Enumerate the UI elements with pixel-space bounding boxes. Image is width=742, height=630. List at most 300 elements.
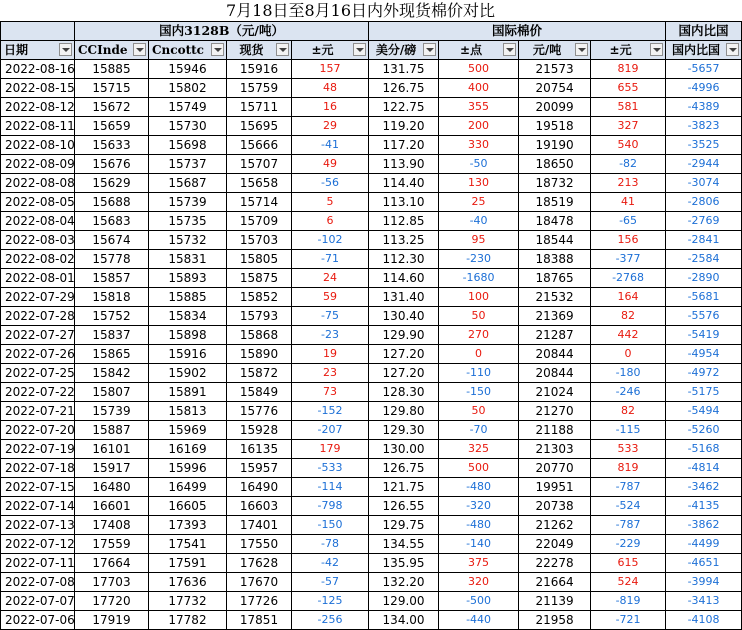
domestic-vs-intl-cell: -2841 <box>666 231 742 250</box>
date-cell: 2022-08-11 <box>1 117 75 136</box>
date-cell: 2022-07-25 <box>1 364 75 383</box>
filter-dropdown-icon[interactable] <box>650 43 663 56</box>
cncotton-cell: 17393 <box>149 516 227 535</box>
cotton-price-table <box>0 21 742 630</box>
domestic-vs-intl-cell: -5576 <box>666 307 742 326</box>
table-row <box>1 98 742 117</box>
date-cell: 2022-07-08 <box>1 573 75 592</box>
spot-cell: 15709 <box>227 212 292 231</box>
domestic-vs-intl-cell: -2584 <box>666 250 742 269</box>
table-row <box>1 573 742 592</box>
cncotton-cell: 15834 <box>149 307 227 326</box>
yuan-per-ton-cell: 20844 <box>519 345 591 364</box>
domestic-vs-intl-cell: -5260 <box>666 421 742 440</box>
spot-change-cell: -150 <box>292 516 369 535</box>
spot-change-cell: -56 <box>292 174 369 193</box>
table-row <box>1 212 742 231</box>
domestic-vs-intl-cell: -2769 <box>666 212 742 231</box>
cncotton-cell: 15885 <box>149 288 227 307</box>
cncotton-cell: 15831 <box>149 250 227 269</box>
cncotton-cell: 15732 <box>149 231 227 250</box>
yuan-change-cell: 327 <box>591 117 666 136</box>
table-row <box>1 193 742 212</box>
domestic-vs-intl-cell: -4135 <box>666 497 742 516</box>
domestic-vs-intl-cell: -4972 <box>666 364 742 383</box>
yuan-change-cell: 524 <box>591 573 666 592</box>
cncotton-cell: 15687 <box>149 174 227 193</box>
spot-cell: 16603 <box>227 497 292 516</box>
header-date <box>1 41 75 60</box>
spot-change-cell: 59 <box>292 288 369 307</box>
date-cell: 2022-07-28 <box>1 307 75 326</box>
ccindex-cell: 16601 <box>75 497 149 516</box>
spot-cell: 15875 <box>227 269 292 288</box>
date-cell: 2022-07-20 <box>1 421 75 440</box>
filter-dropdown-icon[interactable] <box>575 43 588 56</box>
ccindex-cell: 15842 <box>75 364 149 383</box>
yuan-per-ton-cell: 19190 <box>519 136 591 155</box>
date-cell: 2022-07-27 <box>1 326 75 345</box>
table-row <box>1 554 742 573</box>
cents-per-lb-cell: 113.25 <box>369 231 439 250</box>
spot-cell: 15805 <box>227 250 292 269</box>
group-international: 国际棉价 <box>369 22 666 41</box>
date-cell: 2022-08-04 <box>1 212 75 231</box>
points-change-cell: -150 <box>439 383 519 402</box>
table-row <box>1 440 742 459</box>
yuan-per-ton-cell: 22049 <box>519 535 591 554</box>
table-row <box>1 288 742 307</box>
date-cell: 2022-07-18 <box>1 459 75 478</box>
yuan-change-cell: 41 <box>591 193 666 212</box>
header-yuan-change <box>591 41 666 60</box>
yuan-per-ton-cell: 20738 <box>519 497 591 516</box>
points-change-cell: 500 <box>439 459 519 478</box>
yuan-change-cell: -721 <box>591 611 666 630</box>
points-change-cell: -320 <box>439 497 519 516</box>
table-row <box>1 117 742 136</box>
header-domestic-vs-intl <box>666 41 742 60</box>
yuan-change-cell: 819 <box>591 459 666 478</box>
domestic-vs-intl-cell: -2890 <box>666 269 742 288</box>
cents-per-lb-cell: 122.75 <box>369 98 439 117</box>
points-change-cell: -40 <box>439 212 519 231</box>
ccindex-cell: 17408 <box>75 516 149 535</box>
date-cell: 2022-07-14 <box>1 497 75 516</box>
cncotton-cell: 15891 <box>149 383 227 402</box>
points-change-cell: 50 <box>439 307 519 326</box>
domestic-vs-intl-cell: -2806 <box>666 193 742 212</box>
header-points-change <box>439 41 519 60</box>
filter-dropdown-icon[interactable] <box>211 43 224 56</box>
points-change-cell: 130 <box>439 174 519 193</box>
ccindex-cell: 15683 <box>75 212 149 231</box>
spot-change-cell: 29 <box>292 117 369 136</box>
cents-per-lb-cell: 126.55 <box>369 497 439 516</box>
spot-change-cell: -23 <box>292 326 369 345</box>
table-row <box>1 155 742 174</box>
yuan-change-cell: -65 <box>591 212 666 231</box>
cncotton-cell: 15730 <box>149 117 227 136</box>
cncotton-cell: 17636 <box>149 573 227 592</box>
ccindex-cell: 17559 <box>75 535 149 554</box>
yuan-per-ton-cell: 21303 <box>519 440 591 459</box>
filter-dropdown-icon[interactable] <box>353 43 366 56</box>
spot-change-cell: -75 <box>292 307 369 326</box>
spot-change-cell: -71 <box>292 250 369 269</box>
spot-cell: 17726 <box>227 592 292 611</box>
header-cents-per-lb <box>369 41 439 60</box>
domestic-vs-intl-cell: -4996 <box>666 79 742 98</box>
table-row <box>1 250 742 269</box>
yuan-change-cell: -819 <box>591 592 666 611</box>
spot-change-cell: -78 <box>292 535 369 554</box>
cncotton-cell: 15813 <box>149 402 227 421</box>
spot-change-cell: 24 <box>292 269 369 288</box>
ccindex-cell: 15917 <box>75 459 149 478</box>
points-change-cell: 95 <box>439 231 519 250</box>
ccindex-cell: 15629 <box>75 174 149 193</box>
date-cell: 2022-08-15 <box>1 79 75 98</box>
yuan-change-cell: -180 <box>591 364 666 383</box>
date-cell: 2022-08-10 <box>1 136 75 155</box>
yuan-change-cell: -2768 <box>591 269 666 288</box>
ccindex-cell: 15688 <box>75 193 149 212</box>
cents-per-lb-cell: 131.75 <box>369 60 439 79</box>
spot-change-cell: 16 <box>292 98 369 117</box>
cncotton-cell: 15698 <box>149 136 227 155</box>
spot-cell: 15658 <box>227 174 292 193</box>
yuan-per-ton-cell: 18732 <box>519 174 591 193</box>
ccindex-cell: 15837 <box>75 326 149 345</box>
domestic-vs-intl-cell: -3074 <box>666 174 742 193</box>
points-change-cell: 330 <box>439 136 519 155</box>
cents-per-lb-cell: 127.20 <box>369 364 439 383</box>
domestic-vs-intl-cell: -4814 <box>666 459 742 478</box>
cents-per-lb-cell: 114.40 <box>369 174 439 193</box>
yuan-per-ton-cell: 20099 <box>519 98 591 117</box>
cents-per-lb-cell: 129.75 <box>369 516 439 535</box>
table-row <box>1 60 742 79</box>
points-change-cell: 320 <box>439 573 519 592</box>
date-cell: 2022-07-07 <box>1 592 75 611</box>
points-change-cell: 355 <box>439 98 519 117</box>
header-label: ±元 <box>311 43 334 57</box>
cncotton-cell: 15802 <box>149 79 227 98</box>
yuan-change-cell: -524 <box>591 497 666 516</box>
spot-cell: 15916 <box>227 60 292 79</box>
yuan-change-cell: 0 <box>591 345 666 364</box>
header-label: ±点 <box>460 43 483 57</box>
points-change-cell: 100 <box>439 288 519 307</box>
spot-change-cell: -41 <box>292 136 369 155</box>
yuan-per-ton-cell: 18765 <box>519 269 591 288</box>
ccindex-cell: 17720 <box>75 592 149 611</box>
spot-change-cell: 73 <box>292 383 369 402</box>
yuan-per-ton-cell: 21958 <box>519 611 591 630</box>
cncotton-cell: 15996 <box>149 459 227 478</box>
cents-per-lb-cell: 117.20 <box>369 136 439 155</box>
yuan-change-cell: 615 <box>591 554 666 573</box>
yuan-change-cell: 156 <box>591 231 666 250</box>
spot-cell: 15711 <box>227 98 292 117</box>
date-cell: 2022-08-16 <box>1 60 75 79</box>
ccindex-cell: 15807 <box>75 383 149 402</box>
domestic-vs-intl-cell: -5175 <box>666 383 742 402</box>
ccindex-cell: 15778 <box>75 250 149 269</box>
date-cell: 2022-07-11 <box>1 554 75 573</box>
cents-per-lb-cell: 130.00 <box>369 440 439 459</box>
header-label: Cncottc <box>152 43 204 57</box>
header-label: ±元 <box>609 43 632 57</box>
date-cell: 2022-07-21 <box>1 402 75 421</box>
cents-per-lb-cell: 135.95 <box>369 554 439 573</box>
ccindex-cell: 15739 <box>75 402 149 421</box>
table-row <box>1 345 742 364</box>
points-change-cell: 400 <box>439 79 519 98</box>
spot-cell: 15849 <box>227 383 292 402</box>
yuan-per-ton-cell: 21024 <box>519 383 591 402</box>
yuan-per-ton-cell: 21262 <box>519 516 591 535</box>
points-change-cell: 200 <box>439 117 519 136</box>
filter-dropdown-icon[interactable] <box>423 43 436 56</box>
group-domestic: 国内3128B（元/吨） <box>75 22 369 41</box>
header-cncotton <box>149 41 227 60</box>
spot-cell: 17401 <box>227 516 292 535</box>
ccindex-cell: 15674 <box>75 231 149 250</box>
domestic-vs-intl-cell: -4499 <box>666 535 742 554</box>
yuan-per-ton-cell: 21664 <box>519 573 591 592</box>
yuan-per-ton-cell: 21532 <box>519 288 591 307</box>
spot-cell: 15890 <box>227 345 292 364</box>
domestic-vs-intl-cell: -5494 <box>666 402 742 421</box>
points-change-cell: -50 <box>439 155 519 174</box>
cncotton-cell: 15749 <box>149 98 227 117</box>
spot-cell: 15695 <box>227 117 292 136</box>
yuan-per-ton-cell: 19518 <box>519 117 591 136</box>
cents-per-lb-cell: 113.90 <box>369 155 439 174</box>
yuan-per-ton-cell: 18478 <box>519 212 591 231</box>
table-row <box>1 516 742 535</box>
cncotton-cell: 15946 <box>149 60 227 79</box>
cncotton-cell: 15737 <box>149 155 227 174</box>
date-cell: 2022-07-19 <box>1 440 75 459</box>
domestic-vs-intl-cell: -4108 <box>666 611 742 630</box>
domestic-vs-intl-cell: -5168 <box>666 440 742 459</box>
cncotton-cell: 17732 <box>149 592 227 611</box>
spot-change-cell: 157 <box>292 60 369 79</box>
table-row <box>1 497 742 516</box>
cents-per-lb-cell: 134.55 <box>369 535 439 554</box>
date-cell: 2022-07-06 <box>1 611 75 630</box>
cents-per-lb-cell: 128.30 <box>369 383 439 402</box>
ccindex-cell: 17919 <box>75 611 149 630</box>
date-cell: 2022-07-29 <box>1 288 75 307</box>
cncotton-cell: 15735 <box>149 212 227 231</box>
domestic-vs-intl-cell: -4651 <box>666 554 742 573</box>
yuan-change-cell: 819 <box>591 60 666 79</box>
spot-change-cell: -256 <box>292 611 369 630</box>
cents-per-lb-cell: 126.75 <box>369 459 439 478</box>
spot-change-cell: 23 <box>292 364 369 383</box>
points-change-cell: 0 <box>439 345 519 364</box>
cents-per-lb-cell: 112.30 <box>369 250 439 269</box>
spot-cell: 15666 <box>227 136 292 155</box>
date-cell: 2022-08-02 <box>1 250 75 269</box>
spot-change-cell: 48 <box>292 79 369 98</box>
header-label: 日期 <box>4 43 29 57</box>
ccindex-cell: 15659 <box>75 117 149 136</box>
table-row <box>1 611 742 630</box>
header-label: CCInde <box>78 43 128 57</box>
table-row <box>1 136 742 155</box>
yuan-change-cell: -229 <box>591 535 666 554</box>
cncotton-cell: 15739 <box>149 193 227 212</box>
cncotton-cell: 16605 <box>149 497 227 516</box>
yuan-per-ton-cell: 21369 <box>519 307 591 326</box>
cents-per-lb-cell: 127.20 <box>369 345 439 364</box>
ccindex-cell: 15857 <box>75 269 149 288</box>
cncotton-cell: 15902 <box>149 364 227 383</box>
cncotton-cell: 17591 <box>149 554 227 573</box>
table-row <box>1 364 742 383</box>
ccindex-cell: 15752 <box>75 307 149 326</box>
yuan-change-cell: 164 <box>591 288 666 307</box>
points-change-cell: -230 <box>439 250 519 269</box>
date-cell: 2022-07-12 <box>1 535 75 554</box>
filter-dropdown-icon[interactable] <box>276 43 289 56</box>
spot-cell: 15928 <box>227 421 292 440</box>
spot-cell: 17550 <box>227 535 292 554</box>
spot-change-cell: -102 <box>292 231 369 250</box>
date-cell: 2022-07-26 <box>1 345 75 364</box>
column-header-row <box>1 41 742 60</box>
cents-per-lb-cell: 130.40 <box>369 307 439 326</box>
points-change-cell: -140 <box>439 535 519 554</box>
spot-cell: 16490 <box>227 478 292 497</box>
points-change-cell: -480 <box>439 478 519 497</box>
domestic-vs-intl-cell: -3413 <box>666 592 742 611</box>
ccindex-cell: 15672 <box>75 98 149 117</box>
header-label: 美分/磅 <box>375 43 417 57</box>
filter-dropdown-icon[interactable] <box>503 43 516 56</box>
points-change-cell: 50 <box>439 402 519 421</box>
filter-dropdown-icon[interactable] <box>133 43 146 56</box>
domestic-vs-intl-cell: -3823 <box>666 117 742 136</box>
table-row <box>1 383 742 402</box>
ccindex-cell: 15885 <box>75 60 149 79</box>
ccindex-cell: 17664 <box>75 554 149 573</box>
cents-per-lb-cell: 114.60 <box>369 269 439 288</box>
cents-per-lb-cell: 113.10 <box>369 193 439 212</box>
header-label: 现货 <box>239 43 264 57</box>
date-cell: 2022-08-08 <box>1 174 75 193</box>
spot-cell: 15707 <box>227 155 292 174</box>
date-cell: 2022-08-05 <box>1 193 75 212</box>
header-label: 国内比国 <box>672 43 721 57</box>
yuan-change-cell: -115 <box>591 421 666 440</box>
cents-per-lb-cell: 112.85 <box>369 212 439 231</box>
cents-per-lb-cell: 121.75 <box>369 478 439 497</box>
spot-change-cell: -125 <box>292 592 369 611</box>
points-change-cell: 375 <box>439 554 519 573</box>
filter-dropdown-icon[interactable] <box>726 43 739 56</box>
date-cell: 2022-07-15 <box>1 478 75 497</box>
spot-change-cell: -533 <box>292 459 369 478</box>
points-change-cell: -1680 <box>439 269 519 288</box>
yuan-per-ton-cell: 18544 <box>519 231 591 250</box>
spot-change-cell: -207 <box>292 421 369 440</box>
yuan-per-ton-cell: 20844 <box>519 364 591 383</box>
ccindex-cell: 15633 <box>75 136 149 155</box>
cents-per-lb-cell: 129.90 <box>369 326 439 345</box>
spot-change-cell: 5 <box>292 193 369 212</box>
yuan-change-cell: 82 <box>591 402 666 421</box>
table-row <box>1 326 742 345</box>
filter-dropdown-icon[interactable] <box>59 43 72 56</box>
yuan-per-ton-cell: 20754 <box>519 79 591 98</box>
table-row <box>1 269 742 288</box>
header-yuan-per-ton <box>519 41 591 60</box>
cncotton-cell: 15969 <box>149 421 227 440</box>
header-ccindex <box>75 41 149 60</box>
domestic-vs-intl-cell: -2944 <box>666 155 742 174</box>
table-row <box>1 421 742 440</box>
spot-cell: 17670 <box>227 573 292 592</box>
date-cell: 2022-08-09 <box>1 155 75 174</box>
domestic-vs-intl-cell: -5681 <box>666 288 742 307</box>
cncotton-cell: 17541 <box>149 535 227 554</box>
domestic-vs-intl-cell: -3862 <box>666 516 742 535</box>
yuan-per-ton-cell: 18388 <box>519 250 591 269</box>
spot-cell: 15793 <box>227 307 292 326</box>
header-label: 元/吨 <box>532 43 562 57</box>
points-change-cell: -440 <box>439 611 519 630</box>
ccindex-cell: 15676 <box>75 155 149 174</box>
yuan-change-cell: 213 <box>591 174 666 193</box>
ccindex-cell: 15818 <box>75 288 149 307</box>
domestic-vs-intl-cell: -4954 <box>666 345 742 364</box>
table-row <box>1 79 742 98</box>
ccindex-cell: 16480 <box>75 478 149 497</box>
yuan-per-ton-cell: 21188 <box>519 421 591 440</box>
table-row <box>1 402 742 421</box>
yuan-per-ton-cell: 21573 <box>519 60 591 79</box>
table-row <box>1 478 742 497</box>
spot-change-cell: -798 <box>292 497 369 516</box>
yuan-change-cell: -787 <box>591 478 666 497</box>
cncotton-cell: 15916 <box>149 345 227 364</box>
table-row <box>1 459 742 478</box>
date-cell: 2022-07-13 <box>1 516 75 535</box>
spot-change-cell: -152 <box>292 402 369 421</box>
spot-cell: 15852 <box>227 288 292 307</box>
table-row <box>1 307 742 326</box>
yuan-per-ton-cell: 19951 <box>519 478 591 497</box>
spot-change-cell: -114 <box>292 478 369 497</box>
yuan-change-cell: 581 <box>591 98 666 117</box>
yuan-per-ton-cell: 21139 <box>519 592 591 611</box>
header-spot-change <box>292 41 369 60</box>
points-change-cell: 500 <box>439 60 519 79</box>
ccindex-cell: 17703 <box>75 573 149 592</box>
cents-per-lb-cell: 129.80 <box>369 402 439 421</box>
spot-cell: 15957 <box>227 459 292 478</box>
spot-change-cell: 6 <box>292 212 369 231</box>
sheet-title: 7月18日至8月16日内外现货棉价对比 <box>225 1 496 20</box>
table-row <box>1 231 742 250</box>
domestic-vs-intl-cell: -4389 <box>666 98 742 117</box>
